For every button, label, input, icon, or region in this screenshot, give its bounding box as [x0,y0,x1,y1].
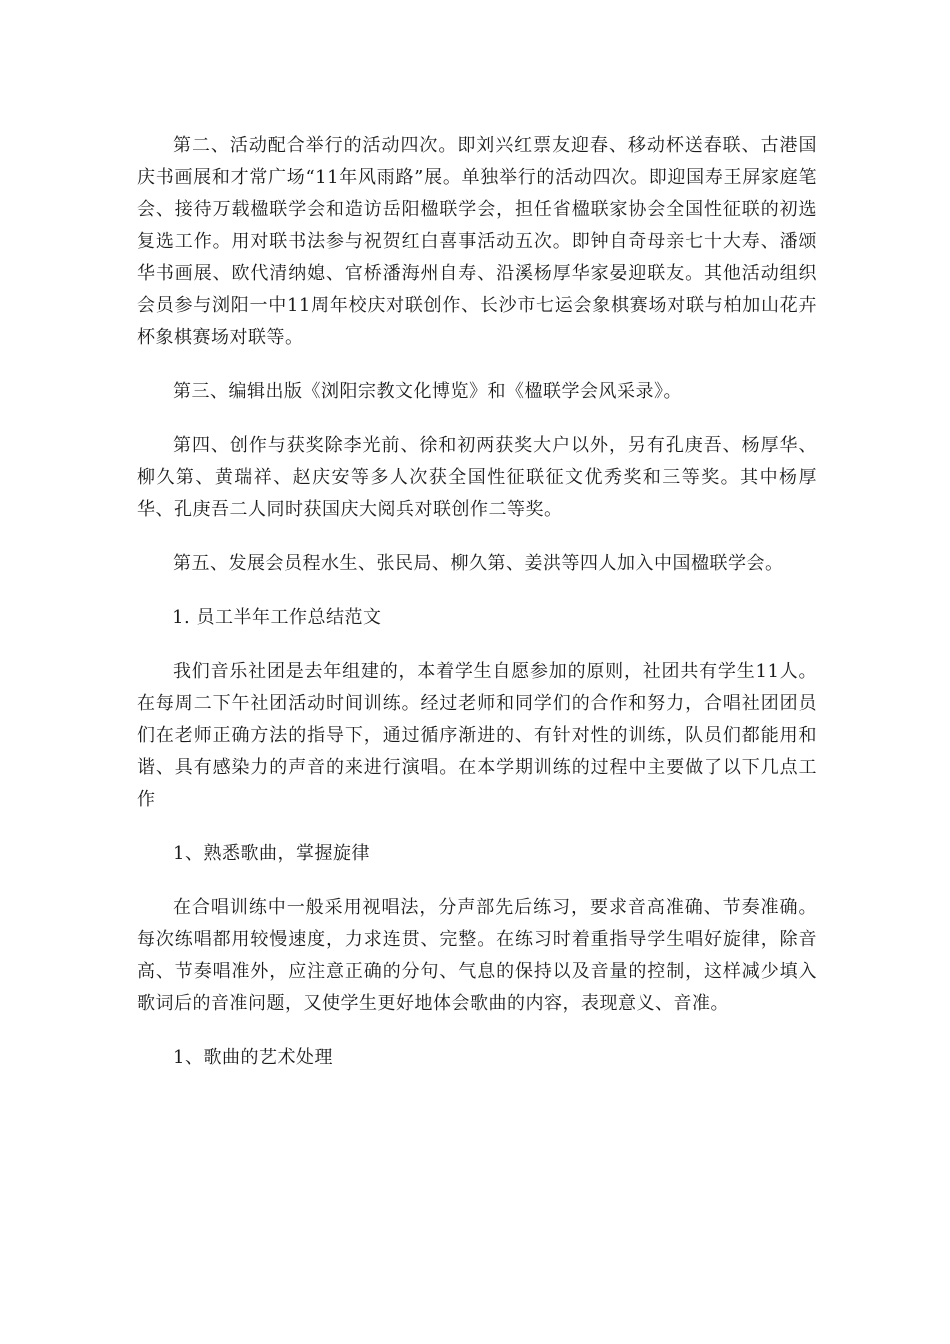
document-body [137,130,817,1096]
subheading-familiarize: 1、熟悉歌曲，掌握旋律 [173,843,370,864]
paragraph-publishing: 第三、编辑出版《浏阳宗教文化博览》和《楹联学会风采录》。 [173,381,682,402]
paragraph-awards: 第四、创作与获奖除李光前、徐和初两获奖大户以外，另有孔庚吾、杨厚华、柳久第、黄瑞祥、赵庆安等多人次获全国性征联征文优秀奖和三等奖。其中杨厚华、孔庚吾二人同时获国庆大阅兵对联创作二等奖。 [137,435,817,520]
paragraph-music-club: 我们音乐社团是去年组建的，本着学生自愿参加的原则，社团共有学生11人。在每周二下午社团活动时间训练。经过老师和同学们的合作和努力，合唱社团团员们在老师正确方法的指导下，通过循序渐进的、有针对性的训练，队员们都能用和谐、具有感染力的声音的来进行演唱。在本学期训练的过程中主要做了以下几点工作 [137,661,817,810]
paragraph-training: 在合唱训练中一般采用视唱法，分声部先后练习，要求音高准确、节奏准确。每次练唱都用较慢速度，力求连贯、完整。在练习时着重指导学生唱好旋律，除音高、节奏唱准外，应注意正确的分句、气息的保持以及音量的控制，这样减少填入歌词后的音准问题，又使学生更好地体会歌曲的内容，表现意义、音准。 [137,897,817,1014]
paragraph-members: 第五、发展会员程水生、张民局、柳久第、姜洪等四人加入中国楹联学会。 [173,553,784,574]
paragraph-activities: 第二、活动配合举行的活动四次。即刘兴红票友迎春、移动杯送春联、古港国庆书画展和才常广场“11年风雨路”展。单独举行的活动四次。即迎国寿王屏家庭笔会、接待万载楹联学会和造访岳阳楹联学会，担任省楹联家协会全国性征联的初选复选工作。用对联书法参与祝贺红白喜事活动五次。即钟自奇母亲七十大寿、潘颂华书画展、欧代清纳媳、官桥潘海州自寿、沿溪杨厚华家晏迎联友。其他活动组织会员参与浏阳一中11周年校庆对联创作、长沙市七运会象棋赛场对联与柏加山花卉杯象棋赛场对联等。 [137,135,817,348]
subheading-art-processing: 1、歌曲的艺术处理 [173,1047,333,1068]
section-heading: 1. 员工半年工作总结范文 [172,607,382,628]
